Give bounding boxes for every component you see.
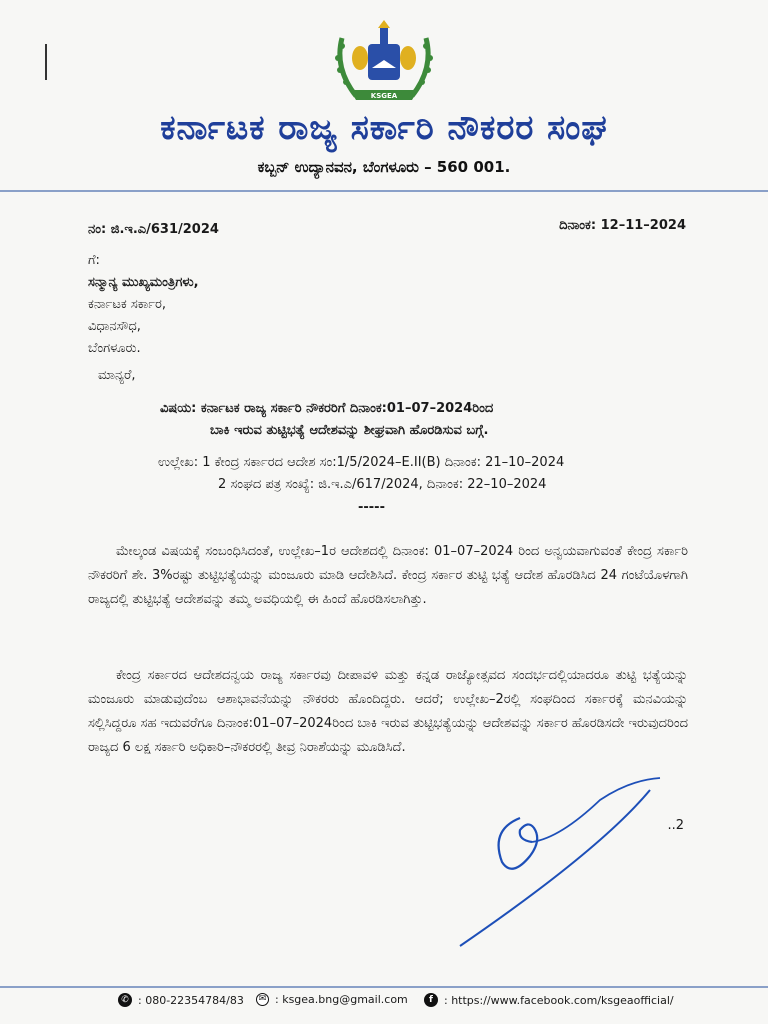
recipient-line: ಬೆಂಗಳೂರು. [88, 341, 141, 356]
footer [0, 993, 768, 1013]
subject [160, 398, 493, 442]
reference-line: ಉಲ್ಲೇಖ: 1 ಕೇಂದ್ರ ಸರ್ಕಾರದ ಆದೇಶ ಸಂ:1/5/2024–E.II(B) ದಿನಾಂಕ: 21–10–2024 [158, 455, 565, 470]
references [158, 452, 564, 496]
separator-dashes: ----- [358, 500, 385, 515]
facebook-text[interactable]: : https://www.facebook.com/ksgeaofficial/ [444, 993, 674, 1007]
organization-address: ಕಬ್ಬನ್ ಉದ್ಯಾನವನ, ಬೆಂಗಳೂರು – 560 001. [257, 158, 511, 176]
email-text[interactable]: : ksgea.bng@gmail.com [275, 993, 408, 1006]
recipient-line: ಸನ್ಮಾನ್ಯ ಮುಖ್ಯಮಂತ್ರಿಗಳು, [88, 275, 199, 290]
ksgea-logo [328, 18, 440, 110]
footer-divider [0, 986, 768, 988]
footer-phone [118, 993, 244, 1007]
letter-date: ದಿನಾಂಕ: 12–11–2024 [559, 218, 686, 233]
recipient-block [88, 250, 199, 360]
logo-text: KSGEA [370, 92, 398, 100]
signature [450, 770, 680, 960]
subject-line: ಬಾಕಿ ಇರುವ ತುಟ್ಟಿಭತ್ಯೆ ಆದೇಶವನ್ನು ಶೀಘ್ರವಾಗಿ ಹೊರಡಿಸುವ ಬಗ್ಗೆ. [210, 423, 489, 438]
salutation: ಮಾನ್ಯರೆ, [98, 368, 136, 383]
footer-facebook[interactable] [424, 993, 674, 1007]
reference-number: ನಂ: ಜಿ.ಇ.ಎ/631/2024 [88, 222, 219, 237]
phone-text: : 080-22354784/83 [138, 993, 244, 1007]
recipient-line: ಕರ್ನಾಟಕ ಸರ್ಕಾರ, [88, 297, 166, 312]
organization-name: ಕರ್ನಾಟಕ ರಾಜ್ಯ ಸರ್ಕಾರಿ ನೌಕರರ ಸಂಘ [160, 108, 608, 148]
email-icon: ✉ [256, 993, 269, 1006]
header-divider [0, 190, 768, 192]
subject-line: ವಿಷಯ: ಕರ್ನಾಟಕ ರಾಜ್ಯ ಸರ್ಕಾರಿ ನೌಕರರಿಗೆ ದಿನಾಂಕ:01–07–2024ರಿಂದ [160, 401, 494, 416]
to-label: ಗೆ: [88, 253, 100, 268]
recipient-line: ವಿಧಾನಸೌಧ, [88, 319, 141, 334]
phone-icon: ✆ [118, 993, 132, 1007]
body-paragraph-1: ಮೇಲ್ಕಂಡ ವಿಷಯಕ್ಕೆ ಸಂಬಂಧಿಸಿದಂತೆ, ಉಲ್ಲೇಖ–1ರ ಆದೇಶದಲ್ಲಿ ದಿನಾಂಕ: 01–07–2024 ರಿಂದ ಅನ್ವಯವಾಗುವಂತೆ ಕೇಂದ್ರ ಸರ್ಕಾರಿ ನೌಕರರಿಗೆ ಶೇ. 3%ರಷ್ಟು ತುಟ್ಟಿಭತ್ಯೆಯನ್ನು ಮಂಜೂರು ಮಾಡಿ ಆದೇಶಿಸಿದೆ. ಕೇಂದ್ರ ಸರ್ಕಾರ ತುಟ್ಟಿ ಭತ್ಯೆ ಆದೇಶ ಹೊರಡಿಸಿದ 24 ಗಂಟೆಯೊಳಗಾಗಿ ರಾಜ್ಯದಲ್ಲಿ ತುಟ್ಟಿಭತ್ಯೆ ಆದೇಶವನ್ನು ತಮ್ಮ ಅವಧಿಯಲ್ಲಿ ಈ ಹಿಂದೆ ಹೊರಡಿಸಲಾಗಿತ್ತು. [88, 544, 688, 607]
body-paragraph-2: ಕೇಂದ್ರ ಸರ್ಕಾರದ ಆದೇಶದನ್ವಯ ರಾಜ್ಯ ಸರ್ಕಾರವು ದೀಪಾವಳಿ ಮತ್ತು ಕನ್ನಡ ರಾಜ್ಯೋತ್ಸವದ ಸಂದರ್ಭದಲ್ಲಿಯಾದರೂ ತುಟ್ಟಿ ಭತ್ಯೆಯನ್ನು ಮಂಜೂರು ಮಾಡುವುದೆಂಬ ಆಶಾಭಾವನೆಯನ್ನು ನೌಕರರು ಹೊಂದಿದ್ದರು. ಆದರೆ; ಉಲ್ಲೇಖ–2ರಲ್ಲಿ ಸಂಘದಿಂದ ಸರ್ಕಾರಕ್ಕೆ ಮನವಿಯನ್ನು ಸಲ್ಲಿಸಿದ್ದರೂ ಸಹ ಇದುವರೆಗೂ ದಿನಾಂಕ:01–07–2024ರಿಂದ ಬಾಕಿ ಇರುವ ತುಟ್ಟಿಭತ್ಯೆಯನ್ನು ಆದೇಶವನ್ನು ಸರ್ಕಾರ ಹೊರಡಿಸದೇ ಇರುವುದರಿಂದ ರಾಜ್ಯದ 6 ಲಕ್ಷ ಸರ್ಕಾರಿ ಅಧಿಕಾರಿ–ನೌಕರರಲ್ಲಿ ತೀವ್ರ ನಿರಾಶೆಯನ್ನು ಮೂಡಿಸಿದೆ. [88, 668, 688, 755]
facebook-icon: f [424, 993, 438, 1007]
page-continuation: ..2 [667, 818, 684, 833]
footer-email[interactable] [256, 993, 408, 1006]
reference-line: 2 ಸಂಘದ ಪತ್ರ ಸಂಖ್ಯೆ: ಜಿ.ಇ.ಎ/617/2024, ದಿನಾಂಕ: 22–10–2024 [218, 477, 547, 492]
margin-mark [45, 44, 47, 80]
